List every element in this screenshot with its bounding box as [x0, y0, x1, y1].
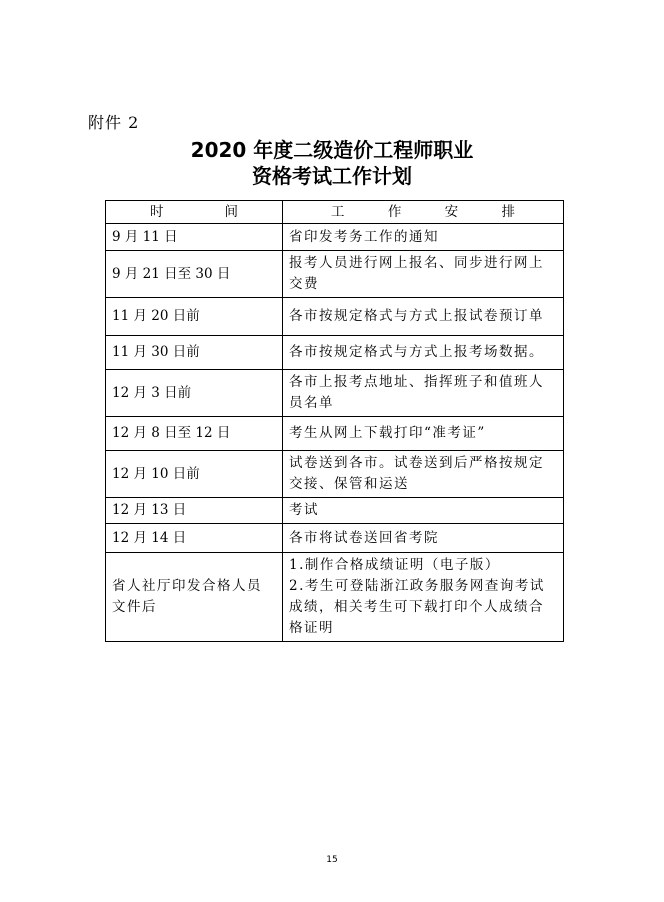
time-cell: 12 月 8 日至 12 日: [106, 417, 283, 451]
table-row: [106, 524, 564, 553]
work-cell: [283, 336, 564, 370]
work-cell: [283, 370, 564, 417]
work-line: 各市按规定格式与方式上报考场数据。: [289, 344, 544, 360]
work-line: 成绩，相关考生可下载打印个人成绩合: [289, 599, 544, 615]
work-line: 各市按规定格式与方式上报试卷预订单: [289, 308, 544, 324]
work-line: 格证明: [289, 620, 334, 636]
table-row: [106, 451, 564, 498]
work-line: 交接、保管和运送: [289, 476, 409, 492]
work-line: 考试: [289, 502, 319, 518]
time-cell: 12 月 3 日前: [106, 370, 283, 417]
header-work-char: 工: [331, 203, 345, 220]
time-cell: 11 月 20 日前: [106, 298, 283, 336]
work-line: 1.制作合格成绩证明（电子版）: [289, 557, 500, 573]
work-cell: [283, 553, 564, 642]
work-cell: [283, 524, 564, 553]
table-header-row: [106, 201, 564, 224]
work-cell: [283, 251, 564, 298]
work-cell: [283, 298, 564, 336]
time-line: 省人社厅印发合格人员: [112, 578, 262, 594]
table-row: [106, 298, 564, 336]
header-work: [283, 201, 564, 224]
header-work-char: 作: [387, 203, 402, 220]
work-line: 各市将试卷送回省考院: [289, 529, 439, 546]
work-line: 省印发考务工作的通知: [289, 228, 439, 245]
table-row: [106, 553, 564, 642]
work-line: 2.考生可登陆浙江政务服务网查询考试: [289, 578, 545, 594]
table-row: [106, 370, 564, 417]
time-line: 文件后: [112, 599, 157, 615]
table-row: [106, 498, 564, 524]
table-row: [106, 224, 564, 251]
document-title-line-2: 资格考试工作计划: [252, 164, 412, 188]
table-row: [106, 251, 564, 298]
header-time: [106, 201, 283, 224]
page-number: 15: [326, 855, 338, 865]
exam-schedule-table: [105, 200, 564, 642]
time-cell: 12 月 13 日: [106, 498, 283, 524]
time-cell: 12 月 10 日前: [106, 451, 283, 498]
header-time-char: 间: [224, 203, 238, 220]
work-cell: [283, 451, 564, 498]
work-line: 交费: [289, 276, 319, 292]
work-line: 各市上报考点地址、指挥班子和值班人: [289, 374, 544, 390]
header-work-char: 排: [501, 203, 515, 220]
work-line: 试卷送到各市。试卷送到后严格按规定: [289, 455, 544, 471]
header-time-char: 时: [150, 203, 164, 220]
work-line: 员名单: [289, 395, 334, 411]
table-row: [106, 336, 564, 370]
document-title-line-1: 2020 年度二级造价工程师职业: [190, 138, 474, 162]
work-line: 报考人员进行网上报名、同步进行网上: [289, 255, 544, 271]
work-line: 考生从网上下载打印“准考证”: [289, 425, 486, 441]
time-cell: 9 月 11 日: [106, 224, 283, 251]
time-cell: 11 月 30 日前: [106, 336, 283, 370]
table-row: [106, 417, 564, 451]
work-cell: [283, 417, 564, 451]
work-cell: [283, 498, 564, 524]
header-work-char: 安: [444, 203, 459, 220]
time-cell: 9 月 21 日至 30 日: [106, 251, 283, 298]
time-cell: [106, 553, 283, 642]
time-cell: 12 月 14 日: [106, 524, 283, 553]
attachment-label: 附件 2: [88, 113, 140, 132]
work-cell: [283, 224, 564, 251]
